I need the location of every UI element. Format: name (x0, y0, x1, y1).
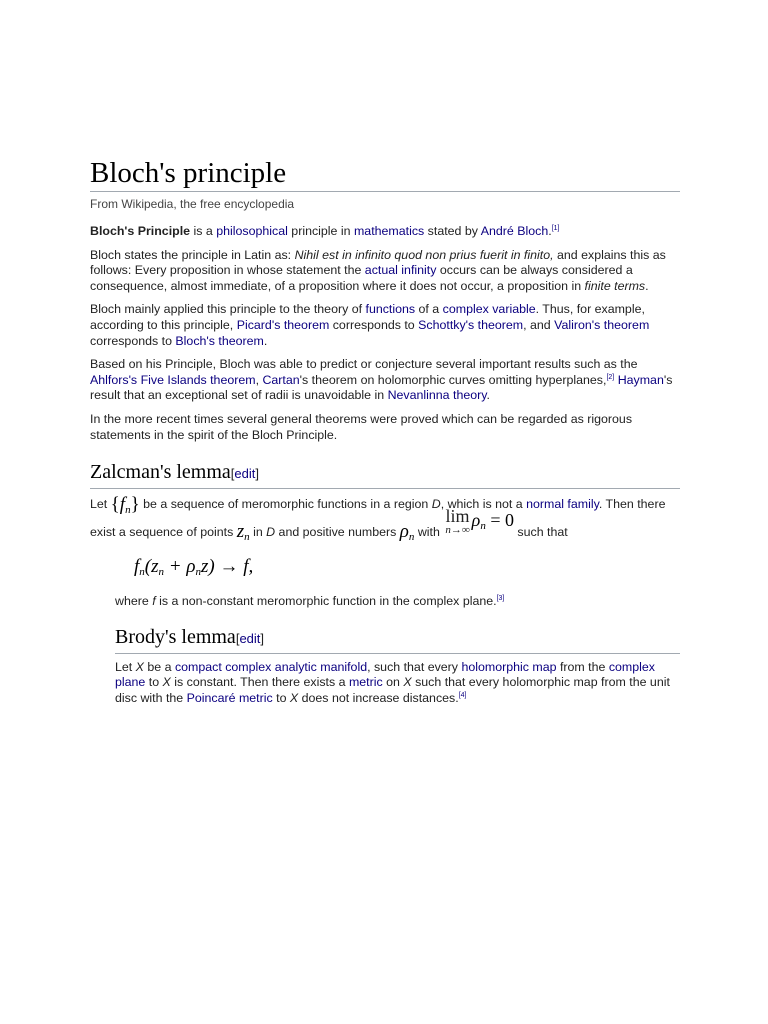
text-run: and explains this as follows: Every proposition in whose statement the (90, 247, 666, 278)
math-symbol: f (152, 594, 156, 609)
site-tagline: From Wikipedia, the free encyclopedia (90, 197, 295, 211)
reference-2[interactable]: [2] (606, 373, 615, 381)
link-compact-complex-manifold[interactable]: compact complex analytic manifold (174, 659, 368, 674)
text-run: , which is not a (440, 497, 527, 512)
link-valirons-theorem[interactable]: Valiron's theorem (554, 317, 650, 332)
section-title: Brody's lemma (115, 625, 236, 648)
math-subscript: n (244, 531, 250, 544)
text-run: 's result that an exceptional set of radii is unavoidable in (90, 372, 673, 403)
math-subscript: n (139, 566, 145, 579)
link-metric[interactable]: metric (348, 675, 383, 690)
edit-link-zalcman[interactable]: edit (234, 466, 256, 482)
math-equals-zero: = 0 (485, 510, 514, 531)
text-run: from the (556, 659, 609, 674)
math-limit-expression (471, 510, 514, 533)
text-run: stated by (424, 224, 481, 238)
text-run: where (115, 594, 153, 609)
link-hayman[interactable]: Hayman (617, 372, 664, 387)
text-run: . Thus, for example, according to this principle, (90, 302, 645, 332)
zalcman-display-equation (134, 555, 680, 584)
math-symbol: + ρ (164, 556, 196, 578)
math-sequence-fn (111, 494, 140, 515)
predict-paragraph (90, 357, 680, 404)
math-subscript: n (408, 531, 415, 544)
link-blochs-theorem[interactable]: Bloch's theorem (175, 333, 264, 348)
intro-bold-term: Bloch's Principle (90, 224, 191, 238)
text-run: , such that every (367, 659, 462, 674)
reference-3[interactable]: [3] (496, 595, 505, 602)
edit-link-brody[interactable]: edit (239, 630, 261, 646)
text-run: Based on his Principle, Bloch was able to predict or conjecture several important results such as the (90, 357, 638, 372)
text-run: corresponds to (90, 333, 176, 348)
math-symbol: ρ (471, 510, 481, 531)
link-complex-plane[interactable]: complex plane (115, 659, 655, 690)
text-run: is a (190, 224, 217, 238)
link-ahlfors-five-islands[interactable]: Ahlfors's Five Islands theorem (90, 372, 256, 387)
link-functions[interactable]: functions (365, 302, 416, 317)
edit-section-link: [edit] (230, 466, 259, 482)
text-run: in (249, 525, 267, 540)
text-run: Let (90, 497, 111, 512)
text-run: with (414, 525, 444, 540)
math-symbol: f (119, 494, 126, 516)
text-run: , (255, 372, 263, 387)
math-subscript: n (480, 520, 486, 533)
text-run: to (272, 690, 290, 705)
math-subscript: n (158, 566, 165, 579)
text-run: and positive numbers (275, 525, 400, 540)
text-run: . Then there exist a sequence of points (90, 497, 666, 540)
math-subscript: n (125, 504, 131, 517)
text-run: such that every holomorphic map from the unit disc with the (115, 675, 670, 705)
link-normal-family[interactable]: normal family (526, 497, 599, 512)
zalcman-statement (90, 495, 680, 545)
math-symbol: X (289, 690, 299, 705)
section-title: Zalcman's lemma (90, 461, 231, 484)
link-schottkys-theorem[interactable]: Schottky's theorem (418, 317, 524, 332)
text-run: on (382, 675, 404, 690)
text-run: . (548, 224, 552, 238)
text-run: Bloch mainly applied this principle to the theory of (90, 302, 366, 317)
math-lim-subscript: n→∞ (445, 524, 470, 537)
section-heading-brody (115, 624, 680, 654)
reference-4[interactable]: [4] (458, 691, 467, 699)
link-mathematics[interactable]: mathematics (353, 224, 425, 238)
reference-1[interactable]: [1] (551, 224, 560, 232)
math-brace: { (110, 494, 120, 516)
intro-paragraph (90, 224, 680, 240)
math-symbol: D (266, 525, 276, 540)
math-brace: } (130, 494, 140, 516)
article-content (90, 156, 680, 715)
math-rho-n (400, 521, 415, 542)
text-run: is a non-constant meromorphic function in the complex plane. (155, 594, 497, 609)
text-run: such that (513, 525, 568, 540)
link-poincare-metric[interactable]: Poincaré metric (186, 690, 273, 705)
applied-paragraph (90, 302, 680, 349)
math-symbol: z (236, 521, 245, 543)
text-run: corresponds to (329, 317, 419, 332)
finite-terms: finite terms (584, 278, 646, 293)
brody-section (90, 624, 680, 707)
zalcman-where-clause (115, 594, 680, 610)
text-run: occurs can be always considered a consequence, almost immediate, of a proposition where it does not occur, a proposition in (90, 263, 633, 293)
math-symbol: X (135, 659, 144, 674)
link-cartan[interactable]: Cartan (262, 372, 300, 387)
latin-quote: Nihil est in infinito quod non prius fuerit in finito, (294, 247, 554, 262)
link-holomorphic-map[interactable]: holomorphic map (461, 659, 557, 674)
link-philosophical[interactable]: philosophical (216, 224, 288, 238)
math-symbol: (z (144, 556, 159, 578)
page-title: Bloch's principle (90, 156, 680, 192)
math-limit (445, 507, 469, 536)
edit-section-link: [edit] (235, 630, 265, 646)
link-picards-theorem[interactable]: Picard's theorem (236, 317, 330, 332)
link-andre-bloch[interactable]: André Bloch (480, 224, 549, 238)
text-run: to (145, 675, 163, 690)
section-heading-zalcman (90, 459, 680, 489)
text-run: is constant. Then there exists a (170, 675, 349, 690)
link-nevanlinna-theory[interactable]: Nevanlinna theory (387, 388, 487, 403)
math-symbol: X (162, 675, 171, 690)
math-symbol: z) → f, (200, 556, 254, 578)
math-lim-word: lim (445, 506, 470, 527)
text-run: principle in (287, 224, 354, 238)
text-run: Bloch states the principle in Latin as: (90, 247, 295, 262)
math-symbol: D (431, 497, 441, 512)
latin-paragraph (90, 248, 680, 295)
math-symbol: f (134, 556, 140, 578)
link-complex-variable[interactable]: complex variable (442, 302, 536, 317)
text-run: Let (115, 659, 136, 674)
link-actual-infinity[interactable]: actual infinity (364, 263, 437, 278)
math-symbol: ρ (399, 521, 409, 543)
text-run: . (645, 278, 649, 293)
text-run: . (263, 333, 268, 348)
text-run: be a (143, 659, 175, 674)
math-points-zn (237, 521, 250, 542)
math-subscript: n (195, 566, 201, 579)
recent-paragraph: In the more recent times several general theorems were proved which can be regarded as rigorous statements in the spirit of the Bloch Principle. (90, 411, 633, 442)
brody-statement (115, 660, 680, 707)
text-run: of a (415, 302, 443, 317)
text-run: be a sequence of meromorphic functions in a region (139, 497, 432, 512)
text-run: , and (523, 317, 555, 332)
text-run: does not increase distances. (298, 690, 459, 705)
text-run: 's theorem on holomorphic curves omitting hyperplanes, (299, 372, 607, 387)
math-symbol: X (403, 675, 412, 690)
text-run: . (486, 388, 490, 403)
